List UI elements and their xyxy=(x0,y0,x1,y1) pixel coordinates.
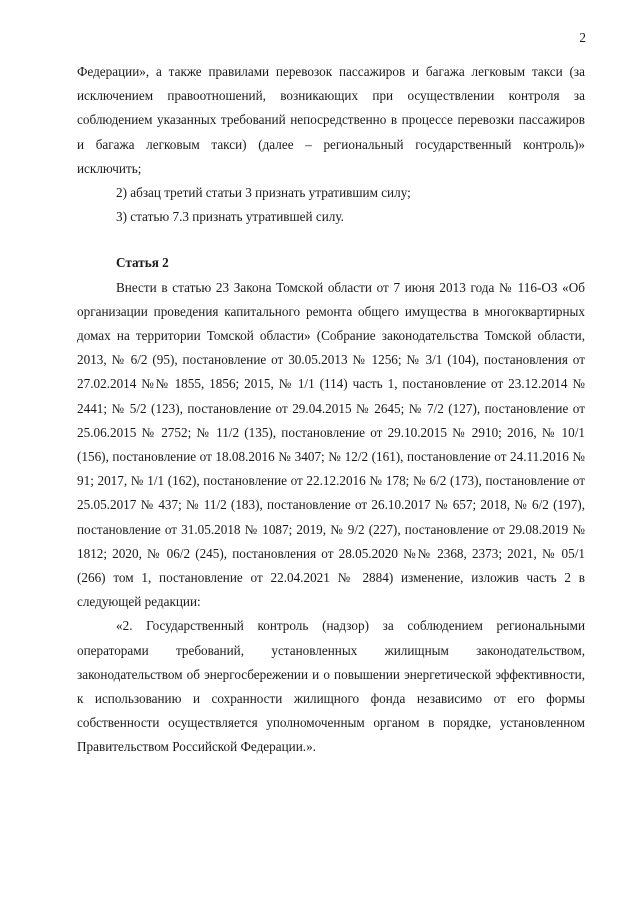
paragraph-item-3: 3) статью 7.3 признать утратившей силу. xyxy=(116,209,344,225)
page-number: 2 xyxy=(579,30,586,45)
quoted-new-text: «2. Государственный контроль (надзор) за соблюдением региональными операторами требований, установленных жилищным законодательством, законодательством об энергосбережении и о повышении энергетической эффективности, к использованию и сохранности жилищного фонда независимо от его формы собственности осуществляется уполномоченным органом в порядке, установленном Правительством Российской Федерации.». xyxy=(77,618,585,755)
paragraph-continuation: Федерации», а также правилами перевозок пассажиров и багажа легковым такси (за исключением правоотношений, возникающих при осуществлении контроля за соблюдением указанных требований непосредственно в процессе перевозки пассажиров и багажа легковым такси) (далее – региональный государственный контроль)» исключить; xyxy=(77,64,585,176)
document-body xyxy=(77,60,585,760)
paragraph-item-2: 2) абзац третий статьи 3 признать утратившим силу; xyxy=(116,185,411,201)
article-heading: Статья 2 xyxy=(116,255,169,271)
article-body: Внести в статью 23 Закона Томской области от 7 июня 2013 года № 116-ОЗ «Об организации проведения капитального ремонта общего имущества в многоквартирных домах на территории Томской области» (Собрание законодательства Томской области, 2013, № 6/2 (95), постановление от 30.05.2013 № 1256; № 3/1 (104), постановления от 27.02.2014 №№ 1855, 1856; 2015, № 1/1 (114) часть 1, постановление от 23.12.2014 № 2441; № 5/2 (123), постановление от 29.04.2015 № 2645; № 7/2 (127), постановление от 25.06.2015 № 2752; № 11/2 (135), постановление от 29.10.2015 № 2910; 2016, № 10/1 (156), постановление от 18.08.2016 № 3407; № 12/2 (161), постановление от 24.11.2016 № 91; 2017, № 1/1 (162), постановление от 22.12.2016 № 178; № 6/2 (173), постановление от 25.05.2017 № 437; № 11/2 (183), постановление от 26.10.2017 № 657; 2018, № 6/2 (197), постановление от 31.05.2018 № 1087; 2019, № 9/2 (227), постановление от 29.08.2019 № 1812; 2020, № 06/2 (245), постановления от 28.05.2020 №№ 2368, 2373; 2021, № 05/1 (266) том 1, постановление от 22.04.2021 № 2884) изменение, изложив часть 2 в следующей редакции: xyxy=(77,279,585,610)
